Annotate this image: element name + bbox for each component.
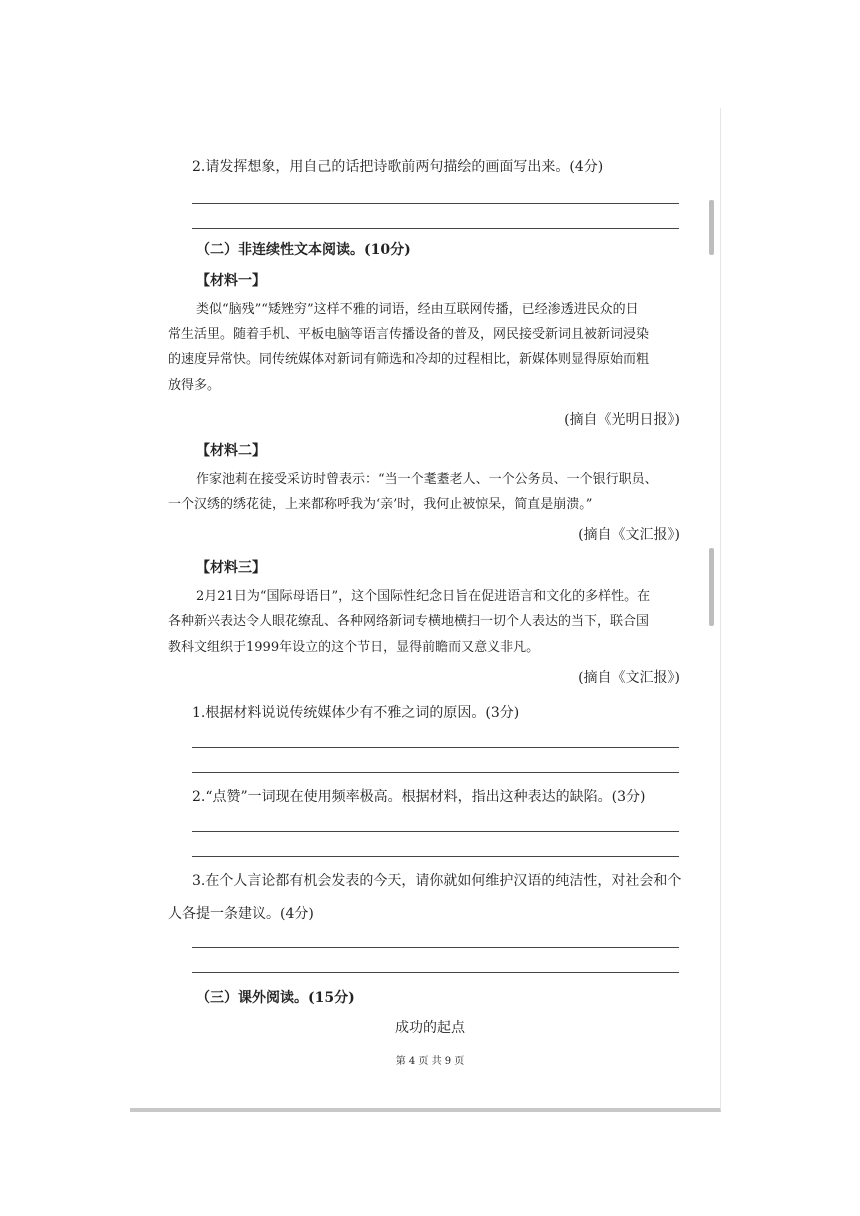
answer-line [192,747,679,748]
answer-line [192,831,679,832]
material-3-source: (摘自《文汇报》) [578,670,680,686]
answer-line [192,228,679,229]
scroll-indicator-middle [709,548,714,626]
section-2-title: （二）非连续性文本阅读。(10分) [196,242,411,258]
material-1-label: 【材料一】 [196,273,266,289]
answer-line [192,972,679,973]
article-title: 成功的起点 [395,1020,465,1036]
page-number: 第 4 页 共 9 页 [395,1056,465,1067]
material-1-line: 常生活里。随着手机、平板电脑等语言传播设备的普及，网民接受新词且被新词浸染 [168,327,650,342]
question-2: 2.“点赞”一词现在使用频率极高。根据材料，指出这种表达的缺陷。(3分) [192,789,646,805]
scroll-indicator-top [709,200,714,255]
material-2-line: 作家池莉在接受采访时曾表示：“当一个耄耋老人、一个公务员、一个银行职员、 [196,472,658,487]
material-1-line: 放得多。 [168,378,221,393]
material-3-line: 2月21日为“国际母语日”，这个国际性纪念日旨在促进语言和文化的多样性。在 [196,589,651,604]
material-2-source: (摘自《文汇报》) [578,527,680,543]
answer-line [192,203,679,204]
answer-line [192,947,679,948]
material-2-label: 【材料二】 [196,443,266,459]
question-3-line: 3.在个人言论都有机会发表的今天，请你就如何维护汉语的纯洁性，对社会和个 [192,873,682,889]
material-1-source: (摘自《光明日报》) [564,412,680,428]
material-1-line: 类似“脑残”“矮矬穷”这样不雅的词语，经由互联网传播，已经渗透进民众的日 [196,302,639,317]
question-2-poem: 2.请发挥想象，用自己的话把诗歌前两句描绘的画面写出来。(4分) [192,159,604,175]
answer-line [192,772,679,773]
answer-line [192,856,679,857]
material-3-label: 【材料三】 [196,560,266,576]
material-3-line: 教科文组织于1999年设立的这个节日，显得前瞻而又意义非凡。 [168,640,540,655]
material-2-line: 一个汉绣的绣花徒，上来都称呼我为‘亲’时，我何止被惊呆，简直是崩溃。” [168,497,593,512]
question-1: 1.根据材料说说传统媒体少有不雅之词的原因。(3分) [192,705,520,721]
question-3-line: 人各提一条建议。(4分) [168,906,314,922]
material-1-line: 的速度异常快。同传统媒体对新词有筛选和冷却的过程相比，新媒体则显得原始而粗 [168,352,650,367]
section-3-title: （三）课外阅读。(15分) [196,990,355,1006]
material-3-line: 各种新兴表达令人眼花缭乱、各种网络新词专横地横扫一切个人表达的当下，联合国 [168,614,650,629]
